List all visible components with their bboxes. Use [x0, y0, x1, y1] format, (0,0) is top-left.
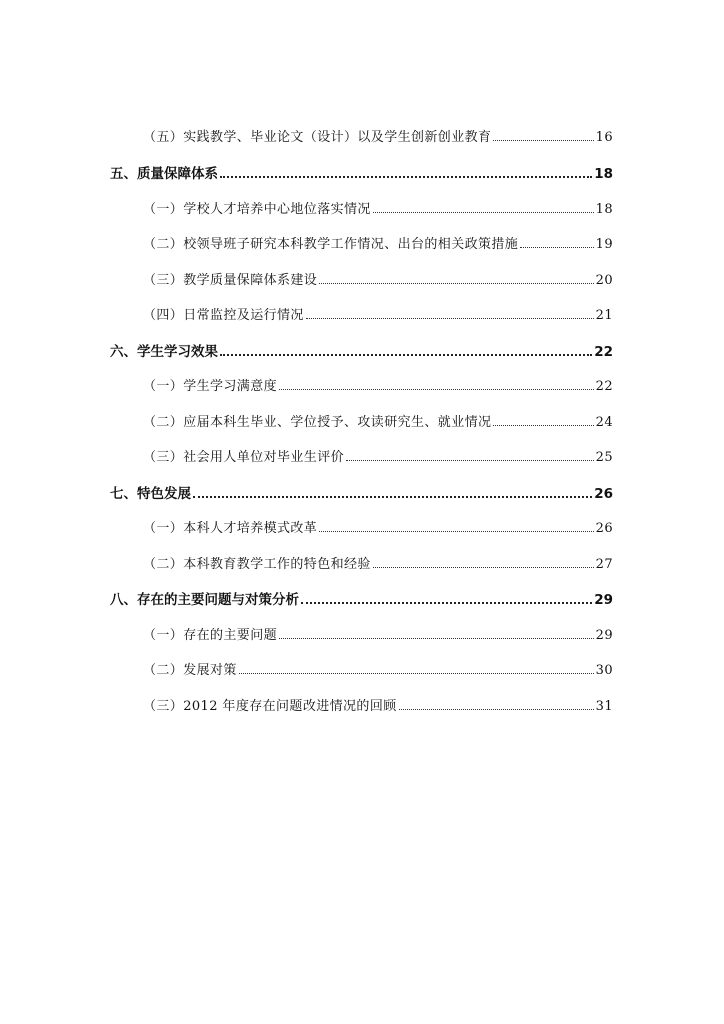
toc-entry-page: 25: [595, 450, 613, 465]
toc-entry-page: 20: [595, 273, 613, 288]
toc-entry-title: （五）实践教学、毕业论文（设计）以及学生创新创业教育: [143, 130, 492, 145]
dot-leader: [493, 425, 593, 426]
dot-leader: [373, 212, 594, 213]
dot-leader: [239, 673, 594, 674]
toc-entry[interactable]: [143, 128, 613, 148]
toc-entry-page: 31: [595, 699, 613, 714]
toc-section-heading[interactable]: [110, 484, 613, 504]
dot-leader: [220, 354, 592, 356]
toc-entry[interactable]: [143, 448, 613, 468]
toc-entry-page: 29: [594, 592, 613, 608]
toc-entry-page: 29: [595, 628, 613, 643]
toc-entry-title: （三）教学质量保障体系建设: [143, 273, 318, 288]
dot-leader: [279, 389, 594, 390]
toc-entry-title: （二）校领导班子研究本科教学工作情况、出台的相关政策措施: [143, 237, 519, 252]
dot-leader: [493, 140, 593, 141]
dot-leader: [346, 460, 594, 461]
toc-entry-page: 22: [594, 344, 613, 360]
dot-leader: [319, 283, 593, 284]
toc-section-heading[interactable]: [110, 164, 613, 184]
toc-entry[interactable]: [143, 519, 613, 539]
dot-leader: [520, 247, 593, 248]
toc-entry[interactable]: [143, 377, 613, 397]
toc-entry-title: 五、质量保障体系: [110, 166, 218, 182]
toc-entry-page: 26: [594, 486, 613, 502]
toc-entry[interactable]: [143, 626, 613, 646]
toc-entry-title: （二）发展对策: [143, 663, 237, 678]
toc-entry-title: （四）日常监控及运行情况: [143, 308, 304, 323]
toc-entry[interactable]: [143, 413, 613, 433]
dot-leader: [399, 709, 594, 710]
toc-entry-page: 19: [595, 237, 613, 252]
toc-entry-page: 26: [595, 521, 613, 536]
toc-entry-page: 30: [595, 663, 613, 678]
toc-section-heading[interactable]: [110, 342, 613, 362]
toc-entry-page: 18: [594, 166, 613, 182]
toc-entry-title: （一）学校人才培养中心地位落实情况: [143, 202, 371, 217]
dot-leader: [193, 496, 592, 498]
toc-entry-title: （三）社会用人单位对毕业生评价: [143, 450, 345, 465]
toc-section-heading[interactable]: [110, 590, 613, 610]
toc-entry-page: 22: [595, 379, 613, 394]
toc-entry-page: 27: [595, 557, 613, 572]
toc-entry-title: （二）本科教育教学工作的特色和经验: [143, 557, 371, 572]
toc-entry-title: 七、特色发展: [110, 486, 191, 502]
toc-entry[interactable]: [143, 200, 613, 220]
dot-leader: [319, 531, 593, 532]
toc-entry-title: 八、存在的主要问题与对策分析: [110, 592, 299, 608]
toc-entry-page: 21: [595, 308, 613, 323]
toc-entry[interactable]: [143, 306, 613, 326]
toc-entry[interactable]: [143, 697, 613, 717]
dot-leader: [373, 567, 594, 568]
dot-leader: [301, 602, 592, 604]
dot-leader: [279, 638, 594, 639]
toc-entry-page: 16: [595, 130, 613, 145]
toc-entry-title: （一）存在的主要问题: [143, 628, 278, 643]
toc-entry-page: 24: [595, 415, 613, 430]
toc-entry[interactable]: [143, 661, 613, 681]
dot-leader: [306, 318, 594, 319]
toc-entry[interactable]: [143, 271, 613, 291]
toc-entry[interactable]: [143, 555, 613, 575]
toc-entry-title: （三）2012 年度存在问题改进情况的回顾: [143, 699, 397, 714]
toc-entry-title: （一）本科人才培养模式改革: [143, 521, 318, 536]
dot-leader: [220, 176, 592, 178]
toc-entry-page: 18: [595, 202, 613, 217]
toc-entry-title: （一）学生学习满意度: [143, 379, 278, 394]
toc-entry[interactable]: [143, 235, 613, 255]
toc-entry-title: 六、学生学习效果: [110, 344, 218, 360]
toc-entry-title: （二）应届本科生毕业、学位授予、攻读研究生、就业情况: [143, 415, 492, 430]
